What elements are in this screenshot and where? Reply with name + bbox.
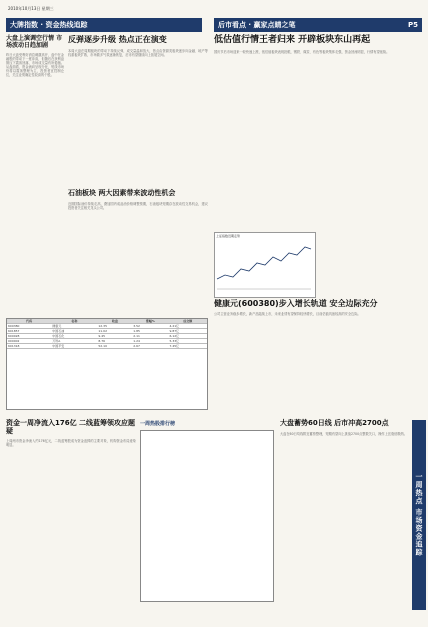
index-chart	[214, 232, 316, 298]
bottom-right-body: 大盘在60日均线附近蓄势整理，短期有望向上挑战2700点整数关口，操作上宜逢低吸纳。	[280, 431, 407, 436]
page-number: P5	[407, 21, 418, 29]
table-cell: 12.35	[97, 324, 132, 329]
table-cell: 6.12亿	[169, 334, 208, 339]
right-mid-body: 公司主营业务稳步增长，新产品陆续上市，未来业绩有望保持较快增长，目前估值具备较高的安全边际。	[214, 311, 361, 316]
center-top-article	[68, 36, 208, 194]
table-cell: 601857	[7, 329, 51, 334]
table-cell: 中国石油	[51, 329, 97, 334]
bottom-right-article	[280, 420, 408, 582]
chart-caption: 上证指数近期走势	[216, 234, 241, 238]
table-cell: 3.52	[132, 324, 168, 329]
table-cell: 4.21亿	[169, 324, 208, 329]
table-cell: 8.76	[97, 339, 132, 344]
table-cell: 9.45	[97, 334, 132, 339]
stock-table	[6, 318, 208, 410]
table-cell: 1.85	[132, 329, 168, 334]
table-header-cell: 成交额	[169, 319, 208, 324]
center-top-title: 反弹逐步升级 热点正在演变	[68, 35, 167, 44]
table-cell: 2.11	[132, 334, 168, 339]
center-mid-body: 近期国际油价持续走高，叠加国内成品油价格调整预期，石油板块短期存在波动性交易机会，建议投资者关注相关龙头公司。	[68, 201, 208, 210]
bottom-center-table	[140, 430, 274, 602]
table-row	[7, 344, 207, 349]
table-cell: 1.24	[132, 339, 168, 344]
center-top-body: 本周大盘在周期板块的带动下持续反弹，成交量温和放大，热点由资源类板块逐步向金融、地产等权重板块扩散，市场做多气氛逐渐恢复，后市有望继续向上拓展空间。	[68, 48, 208, 57]
center-mid-title: 石油板块 两大因素带来波动性机会	[68, 189, 176, 197]
table-header-cell: 名称	[51, 319, 97, 324]
index-chart-plot	[215, 239, 313, 293]
table-cell: 52.10	[97, 344, 132, 349]
left-article-body: 昨日大盘受利好消息刺激高开，盘中在金融股的带动下一度冲高，但随后在获利盘抛压下震荡回落，市场成交量有所萎缩。从盘面看，资金流向呈现分化，短线市场仍将以震荡整理为主，投资者宜控制仓位，关注业绩确定性较高的个股。	[6, 53, 64, 78]
table-cell: 万科A	[51, 339, 97, 344]
table-cell: 健康元	[51, 324, 97, 329]
table-cell: 600380	[7, 324, 51, 329]
stock-table-grid	[7, 319, 207, 349]
bottom-left-body: 上周两市资金净流入约176亿元，二线蓝筹股成为资金追捧的主要对象，机构资金布局迹象明显。	[6, 439, 136, 448]
table-cell: 5.33亿	[169, 339, 208, 344]
bottom-center-title: 一周热股排行榜	[140, 421, 176, 427]
right-section-title: 后市看点 · 赢家点睛之笔	[218, 21, 296, 29]
table-cell: 7.45亿	[169, 344, 208, 349]
issue-date: 2010年10月13日 星期三	[8, 6, 54, 11]
right-mid-title: 健康元(600380)步入增长轨道 安全边际充分	[214, 299, 378, 308]
right-section-header	[214, 18, 422, 32]
center-mid-article	[68, 190, 208, 312]
left-section-title: 大牌指数 · 资金热线追踪	[10, 21, 88, 29]
bottom-right-title: 大盘蓄势60日线 后市冲高2700点	[280, 419, 389, 427]
table-cell: 9.87亿	[169, 329, 208, 334]
index-line	[217, 247, 311, 279]
bottom-left-title: 资金一周净流入176亿 二线蓝筹领攻应题疑	[6, 419, 136, 435]
left-article	[6, 36, 64, 313]
right-top-body: 国庆节后市场迎来一轮快速上涨，低估值板块表现抢眼，钢铁、煤炭、有色等板块集体走强，资金回流明显，行情有望延续。	[214, 49, 390, 54]
table-cell: 601318	[7, 344, 51, 349]
table-cell: 11.02	[97, 329, 132, 334]
bottom-left-article	[6, 420, 136, 589]
table-header-cell: 收盘	[97, 319, 132, 324]
side-tab: 一周热点 市场资金追踪	[412, 420, 426, 610]
left-section-header	[6, 18, 202, 32]
right-mid-article	[214, 300, 422, 352]
table-cell: 000002	[7, 339, 51, 344]
table-header-cell: 涨幅%	[132, 319, 168, 324]
right-top-title: 低估值行情王者归来 开辟板块东山再起	[214, 35, 371, 45]
right-top-article	[214, 36, 422, 240]
table-cell: 中国石化	[51, 334, 97, 339]
table-cell: 中国平安	[51, 344, 97, 349]
bottom-center-block	[140, 420, 274, 602]
left-article-title: 大盘上演调空行情 市场波动日趋加剧	[6, 35, 63, 49]
table-cell: 2.67	[132, 344, 168, 349]
table-cell: 600028	[7, 334, 51, 339]
table-header-cell: 代码	[7, 319, 51, 324]
